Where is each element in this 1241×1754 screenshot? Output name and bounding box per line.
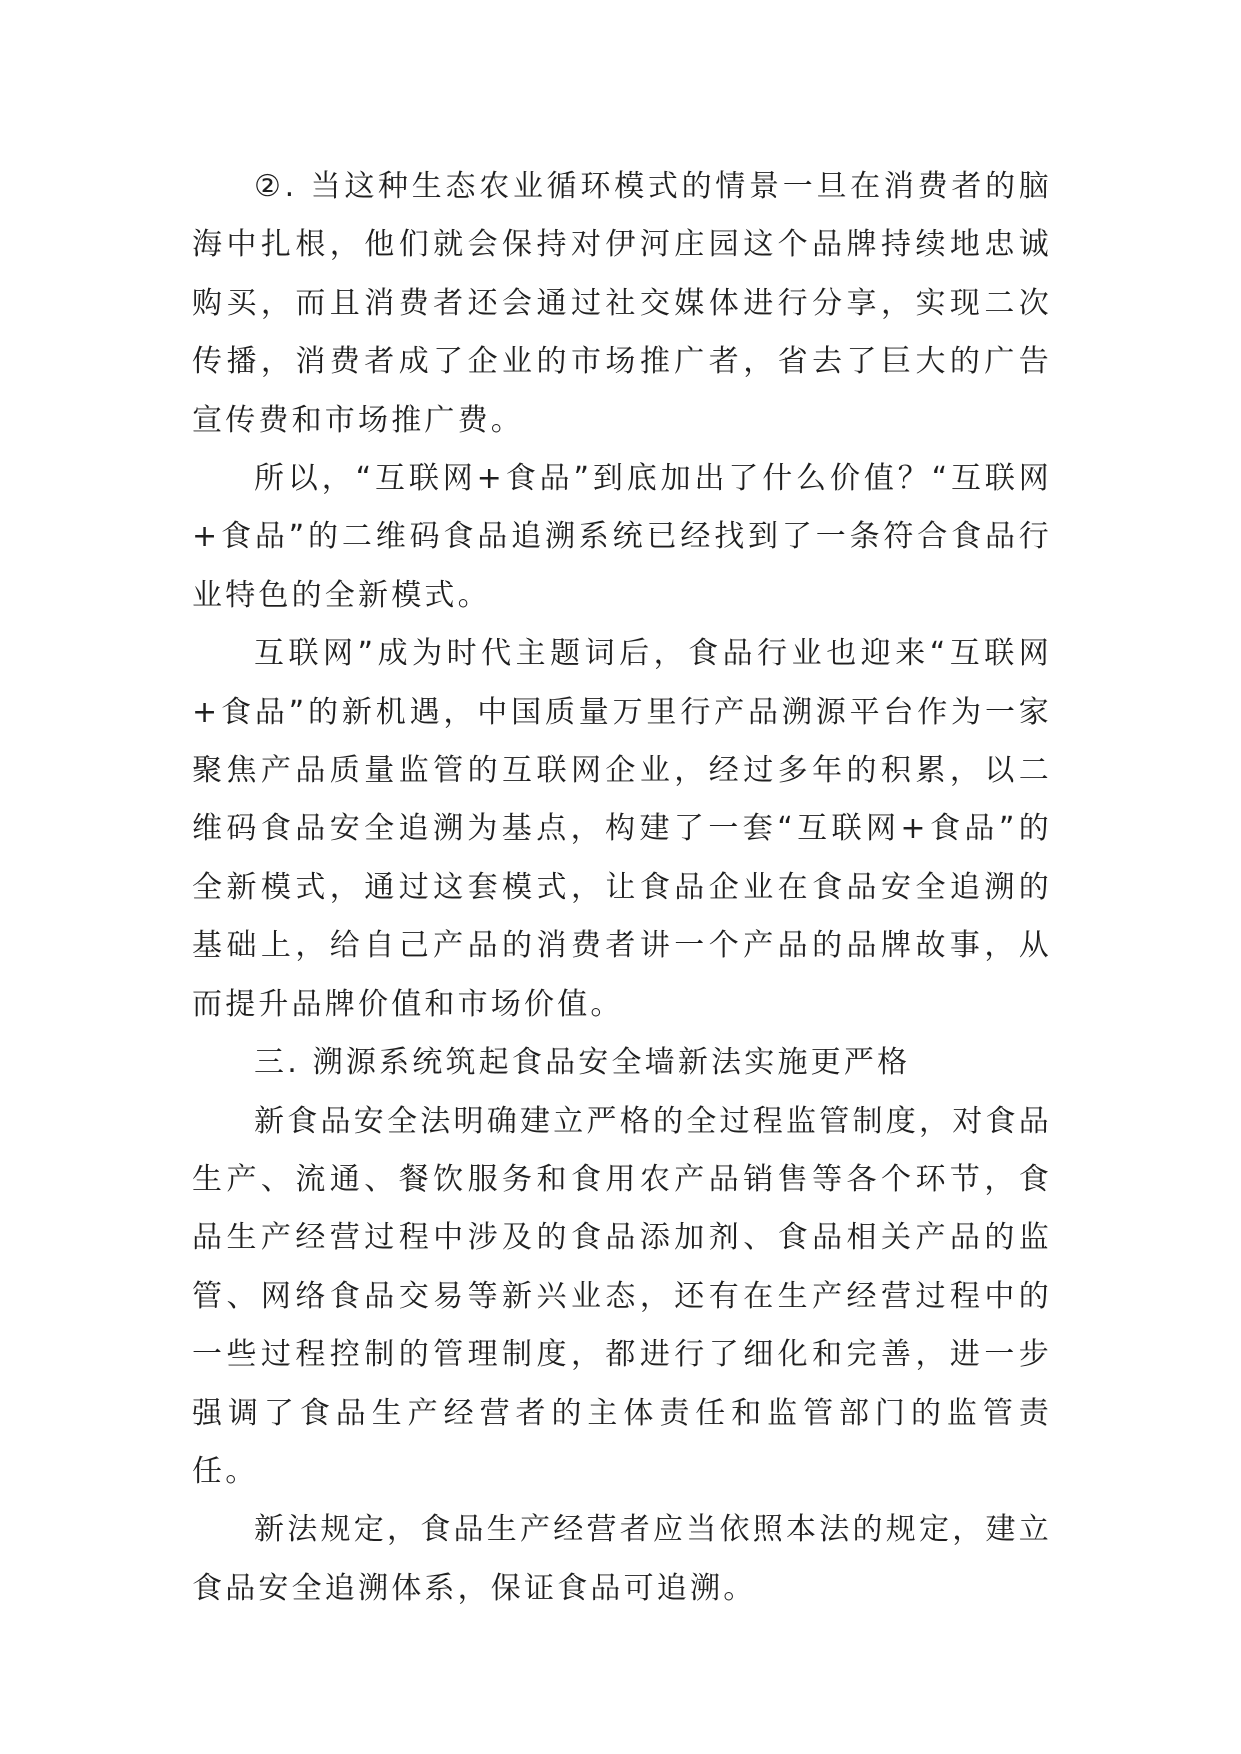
- paragraph-food-safety-law: 新食品安全法明确建立严格的全过程监管制度，对食品生产、流通、餐饮服务和食用农产品销售等各个环节，食品生产经营过程中涉及的食品添加剂、食品相关产品的监管、网络食品交易等新兴业态，还有在生产经营过程中的一些过程控制的管理制度，都进行了细化和完善，进一步强调了食品生产经营者的主体责任和监管部门的监管责任。: [192, 1103, 1052, 1489]
- paragraph-traceability-platform: 互联网”成为时代主题词后，食品行业也迎来“互联网+食品”的新机遇，中国质量万里行产品溯源平台作为一家聚焦产品质量监管的互联网企业，经过多年的积累，以二维码食品安全追溯为基点，构建了一套“互联网+食品”的全新模式，通过这套模式，让食品企业在食品安全追溯的基础上，给自己产品的消费者讲一个产品的品牌故事，从而提升品牌价值和市场价值。: [192, 636, 1052, 1022]
- paragraph-circular-agriculture: ②. 当这种生态农业循环模式的情景一旦在消费者的脑海中扎根，他们就会保持对伊河庄园这个品牌持续地忠诚购买，而且消费者还会通过社交媒体进行分享，实现二次传播，消费者成了企业的市场推广者，省去了巨大的广告宣传费和市场推广费。: [192, 169, 1052, 438]
- paragraph-internet-plus-food-value: 所以，“互联网+食品”到底加出了什么价值？“互联网+食品”的二维码食品追溯系统已经找到了一条符合食品行业特色的全新模式。: [192, 461, 1052, 613]
- paragraph-new-law-traceability: 新法规定，食品生产经营者应当依照本法的规定，建立食品安全追溯体系，保证食品可追溯。: [192, 1512, 1052, 1606]
- document-body: [192, 158, 1052, 1618]
- section-heading-three: 三. 溯源系统筑起食品安全墙新法实施更严格: [254, 1045, 911, 1081]
